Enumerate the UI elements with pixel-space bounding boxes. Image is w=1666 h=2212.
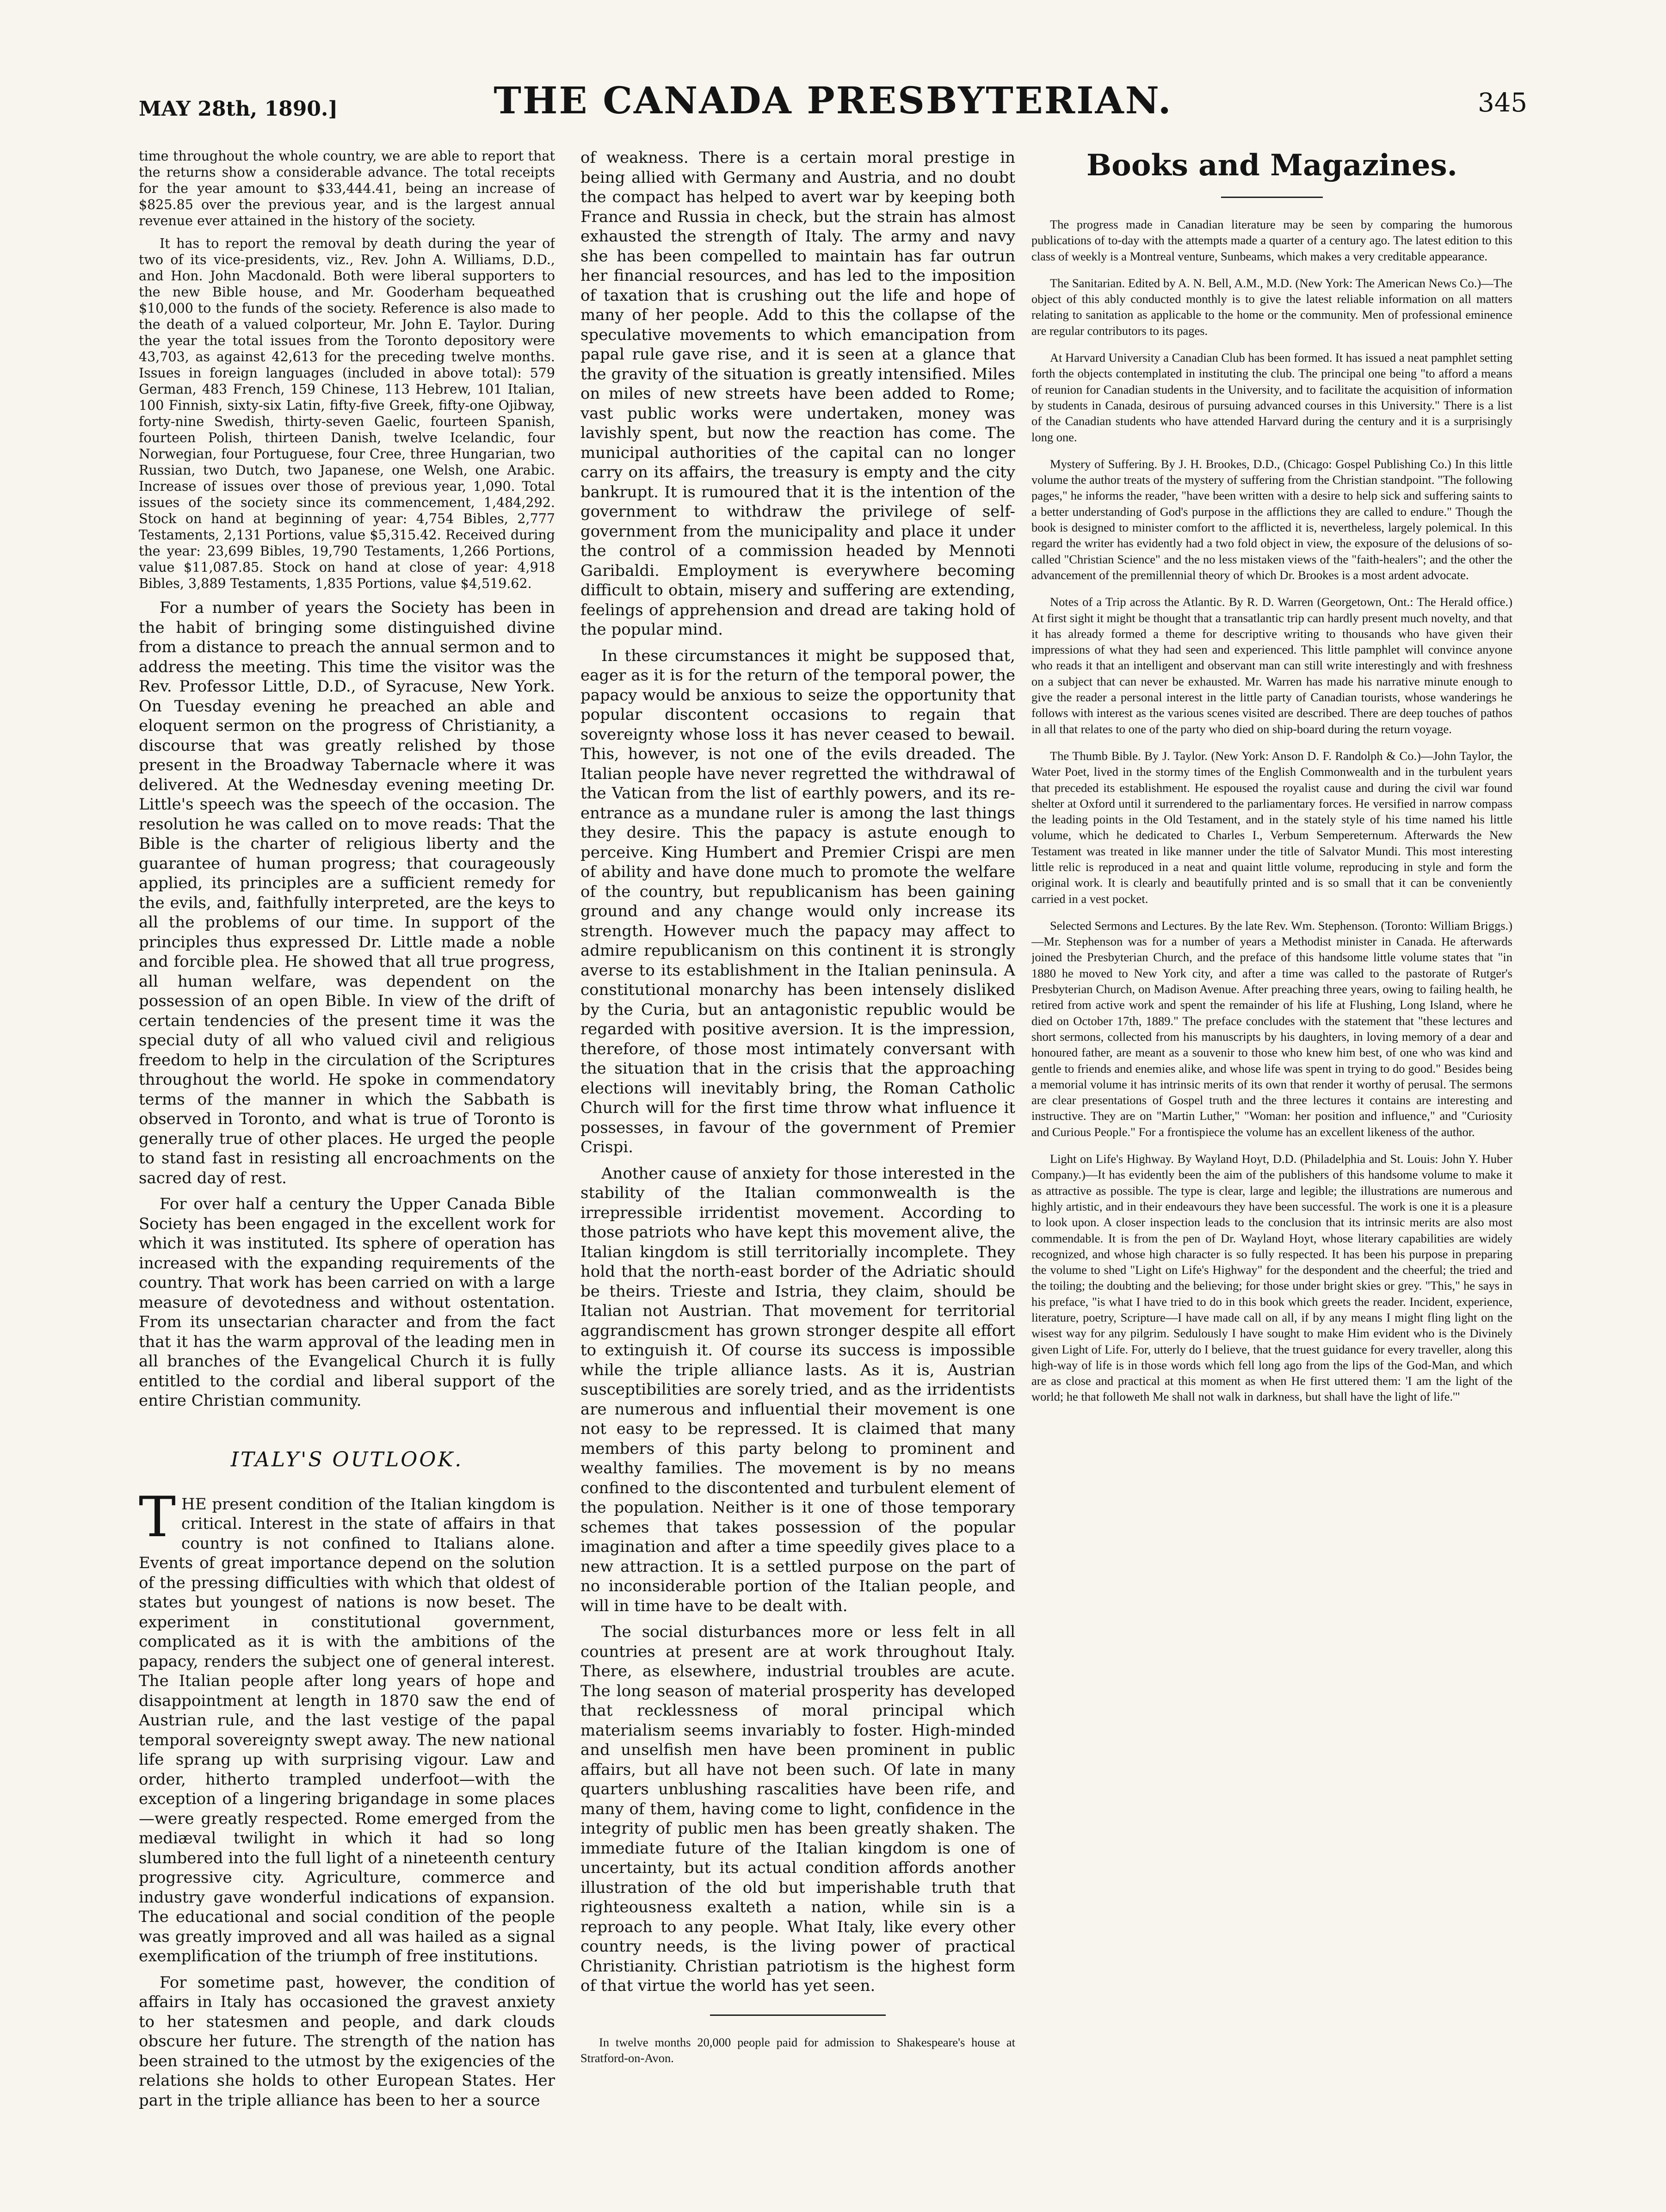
- article-paragraph: For a number of years the Society has been in the habit of bringing some distinguished divine from a distance to preach the annual sermon and to address the meeting. This time the visitor was the Rev. Professor Little, D.D., of Syracuse, New York. On Tuesday evening he preached an able and eloquent sermon on the progress of Christianity, a discourse that was greatly relished by those present in the Broadway Tabernacle where it was delivered. At the Wednesday evening meeting Dr. Little's speech was the speech of the occasion. The resolution he was called on to move reads: That the Bible is the charter of religious liberty and the guarantee of human progress; that courageously applied, its principles are a sufficient remedy for the evils, and, faithfully interpreted, are the keys to all the problems of our time. In support of the principles thus expressed Dr. Little made a noble and forcible plea. He showed that all true progress, all human welfare, was dependent on the possession of an open Bible. In view of the drift of certain tendencies of the present time it was the special duty of all who valued civil and religious freedom to help in the circulation of the Scriptures throughout the world. He spoke in commendatory terms of the manner in which the Sabbath is observed in Toronto, and what is true of Toronto is generally true of other places. He urged the people to stand fast in resisting all encroachments on the sacred day of rest.: [139, 599, 555, 1187]
- article-paragraph: The social disturbances more or less felt in all countries at present are at work throughout Italy. There, as elsewhere, industrial troubles are acute. The long season of material prosperity has developed that recklessness of moral principal which materialism seems invariably to foster. High-minded and unselfish men have been prominent in public affairs, but all have not been such. Of late in many quarters unblushing rascalities have been rife, and many of them, having come to light, confidence in the integrity of public men has been greatly shaken. The immediate future of the Italian kingdom is one of uncertainty, but its actual condition affords another illustration of the old but imperishable truth that righteousness exalteth a nation, while sin is a reproach to any people. What Italy, like every other country needs, is the living power of practical Christianity. Christian patriotism is the highest form of that virtue the world has yet seen.: [580, 1623, 1015, 1995]
- review-paragraph: Light on Life's Highway. By Wayland Hoyt, D.D. (Philadelphia and St. Louis: John Y. Huber Company.)—It has evidently been the aim of the publishers of this handsome volume to make it as attractive as possible. The type is clear, large and legible; the illustrations are numerous and highly artistic, and in their endeavours they have been successful. The work is one it is a pleasure to look upon. A closer inspection leads to the conclusion that its intrinsic merits are also most commendable. It is from the pen of Dr. Wayland Hoyt, whose literary capabilities are widely recognized, and whose high character is so fully respected. It has been his purpose in preparing the volume to shed "Light on Life's Highway" for the despondent and the cheerful; the tried and the toiling; the doubting and the believing; for those under bright skies or grey. "This," he says in his preface, "is what I have tried to do in this book which greets the reader. Incident, experience, literature, poetry, Scripture—I have made call on all, if by any means I might fling light on the wisest way for any pilgrim. Sedulously I have sought to make Him evident who is the Divinely given Light of Life. For, utterly do I believe, that the truest guidance for every traveller, along this high-way of life is in those words which fell long ago from the lips of the God-Man, and which are as close and practical at this moment as when He first uttered them: 'I am the light of the world; he that followeth Me shall not walk in darkness, but shall have the light of life.'": [1031, 1152, 1512, 1404]
- article-paragraph: Another cause of anxiety for those interested in the stability of the Italian commonwealth is the irrepressible irridentist movement. According to those patriots who have kept this movement alive, the Italian kingdom is still territorially incomplete. They hold that the north-east border of the Adriatic should be theirs. Trieste and Istria, they claim, should be Italian not Austrian. That movement for territorial aggrandiscment has grown stronger despite all effort to extinguish it. Of course its success is impossible while the triple alliance lasts. As it is, Austrian susceptibilities are sorely tried, and as the irridentists are numerous and influential their movement is one not easy to be repressed. It is claimed that many members of this party belong to prominent and wealthy families. The movement is by no means confined to the discontented and turbulent element of the population. Neither is it one of those temporary schemes that takes possession of the popular imagination and after a time speedily gives place to a new attraction. It is a settled purpose on the part of no inconsiderable portion of the Italian people, and will in time have to be dealt with.: [580, 1164, 1015, 1615]
- page-number: 345: [1478, 88, 1527, 118]
- article-paragraph: [139, 1485, 555, 1966]
- column-1: [139, 148, 555, 2119]
- review-paragraph: The Thumb Bible. By J. Taylor. (New York: Anson D. F. Randolph & Co.)—John Taylor, the Water Poet, lived in the stormy times of the English Commonwealth and in the turbulent years that preceded its establishment. He espoused the royalist cause and during the civil war found shelter at Oxford until it surrendered to the parliamentary forces. He versified in narrow compass the leading points in the Old Testament, and in the stately style of his time named his little volume, which he dedicated to Charles I., Verbum Sempereternum. Afterwards the New Testament was treated in like manner under the title of Salvator Mundi. This most interesting little relic is reproduced in a neat and quaint little volume, reproducing in style and form the original work. It is clearly and beautifully printed and is so small that it can be conveniently carried in a vest pocket.: [1031, 748, 1512, 906]
- column-3: [1031, 148, 1512, 2119]
- divider-rule: [710, 2014, 886, 2016]
- article-text: HE present condition of the Italian kingdom is critical. Interest in the state of affairs in that country is not confined to Italians alone. Events of great importance depend on the solution of the pressing difficulties with which that oldest of states but youngest of nations is now beset. The experiment in constitutional government, complicated as it is with the ambitions of the papacy, renders the subject one of general interest. The Italian people after long years of hope and disappointment at length in 1870 saw the end of Austrian rule, and the last vestige of the papal temporal sovereignty swept away. The new national life sprang up with surprising vigour. Law and order, hitherto trampled underfoot—with the exception of a lingering brigandage in some places—were greatly respected. Rome emerged from the mediæval twilight in which it had so long slumbered into the full light of a nineteenth century progressive city. Agriculture, commerce and industry gave wonderful indications of expansion. The educational and social condition of the people was greatly improved and all was hailed as a signal exemplification of the triumph of free institutions.: [139, 1495, 555, 1965]
- issue-date: MAY 28th, 1890.]: [139, 97, 338, 121]
- report-paragraph: time throughout the whole country, we are able to report that the returns show a considerable advance. The total receipts for the year amount to $33,444.41, being an increase of $825.85 over the previous year, and is the largest annual revenue ever attained in the history of the society.: [139, 148, 555, 229]
- section-title: ITALY'S OUTLOOK.: [230, 1447, 463, 1471]
- article-paragraph: In these circumstances it might be supposed that, eager as it is for the return of the temporal power, the papacy would be anxious to seize the opportunity that popular discontent occasions to regain that sovereignty whose loss it has never ceased to bewail. This, however, is not one of the evils dreaded. The Italian people have never regretted the withdrawal of the Vatican from the list of earthly powers, and its re-entrance as a mundane ruler is among the last things they desire. This the papacy is astute enough to perceive. King Humbert and Premier Crispi are men of ability and have done much to promote the welfare of the country, but republicanism has been gaining ground and any change would only increase its strength. However much the papacy may affect to admire republicanism on this continent it is strongly averse to its establishment in the Italian peninsula. A constitutional monarchy has been intensely disliked by the Curia, but an antagonistic republic would be regarded with positive aversion. It is the impression, therefore, of those most intimately conversant with the situation that in the crisis that the approaching elections will inevitably bring, the Roman Catholic Church will for the first time throw what influence it possesses, in favour of the government of Premier Crispi.: [580, 646, 1015, 1156]
- masthead-title: THE CANADA PRESBYTERIAN.: [494, 79, 1172, 122]
- review-paragraph: Mystery of Suffering. By J. H. Brookes, D.D., (Chicago: Gospel Publishing Co.) In this little volume the author treats of the mystery of suffering from the Christian standpoint. "The following pages," he informs the reader, "have been written with a desire to help sick and suffering saints to a better understanding of God's purpose in the afflictions they are called to endure." Though the book is designed to minister comfort to the afflicted it is, nevertheless, largely polemical. In this regard the writer has evidently had a two fold object in view, the exposure of the delusions of so-called "Christian Science" and the no less mistaken views of the "faith-healers"; and the other the advancement of the premillennial theory of which Dr. Brookes is a most ardent advocate.: [1031, 457, 1512, 582]
- divider-rule: [1221, 197, 1323, 198]
- review-paragraph: At Harvard University a Canadian Club has been formed. It has issued a neat pamphlet setting forth the objects contemplated in instituting the club. The principal one being "to afford a means of reunion for Canadian students in the University, and to facilitate the acquisition of information by students in Canada, desirous of pursuing advanced courses in this University." There is a list of the Canadian students who have attended Harvard during the century and it is a surprisingly long one.: [1031, 351, 1512, 444]
- article-paragraph: For over half a century the Upper Canada Bible Society has been engaged in the excellent work for which it was instituted. Its sphere of operation has increased with the expanding requirements of the country. That work has been carried on with a large measure of devotedness and without ostentation. From its unsectarian character and from the fact that it has the warm approval of the leading men in all branches of the Evangelical Church it is fully entitled to the cordial and liberal support of the entire Christian community.: [139, 1195, 555, 1410]
- review-paragraph: The Sanitarian. Edited by A. N. Bell, A.M., M.D. (New York: The American News Co.)—The object of this ably conducted monthly is to give the latest reliable information on all matters relating to sanitation as applicable to the home or the community. Men of professional eminence are regular contributors to its pages.: [1031, 276, 1512, 338]
- news-note: In twelve months 20,000 people paid for admission to Shakespeare's house at Stratford-on-Avon.: [580, 2035, 1015, 2065]
- drop-cap: T: [139, 1485, 176, 1550]
- article-paragraph: For sometime past, however, the condition of affairs in Italy has occasioned the gravest anxiety to her statesmen and people, and dark clouds obscure her future. The strength of the nation has been strained to the utmost by the exigencies of the relations she holds to other European States. Her part in the triple alliance has been to her a source: [139, 1973, 555, 2110]
- page-header: [139, 79, 1527, 130]
- review-paragraph: Notes of a Trip across the Atlantic. By R. D. Warren (Georgetown, Ont.: The Herald office.) At first sight it might be thought that a transatlantic trip can hardly present much novelty, and that it has already formed a theme for descriptive writing to thousands who have given their impressions of what they had seen and experienced. This little pamphlet will convince anyone who reads it that an intelligent and observant man can still write interestingly and with freshness on a subject that can never be exhausted. Mr. Warren has made his narrative minute enough to give the reader a personal interest in the little party of Canadian tourists, whose wanderings he follows with interest as the various scenes visited are described. There are deep touches of pathos in all that relates to one of the party who died on ship-board during the return voyage.: [1031, 595, 1512, 736]
- review-paragraph: The progress made in Canadian literature may be seen by comparing the humorous publications of to-day with the attempts made a quarter of a century ago. The latest edition to this class of weekly is a Montreal venture, Sunbeams, which makes a very creditable appearance.: [1031, 217, 1512, 263]
- review-paragraph: Selected Sermons and Lectures. By the late Rev. Wm. Stephenson. (Toronto: William Briggs.)—Mr. Stephenson was for a number of years a Methodist minister in Canada. He afterwards joined the Presbyterian Church, and the preface of this handsome little volume states that "in 1880 he moved to New York city, and after a time was called to the pastorate of Rutger's Presbyterian Church, on Madison Avenue. After preaching three years, owing to failing health, he retired from active work and spent the remainder of his life at Flushing, Long Island, where he died on October 17th, 1889." The preface concludes with the statement that "these lectures and short sermons, collected from his manuscripts by his daughters, in loving memory of a dear and honoured father, are meant as a souvenir to those who knew him best, of one who was kind and gentle to friends and enemies alike, and whose life was spent in trying to do good." Besides being a memorial volume it has intrinsic merits of its own that render it worthy of perusal. The sermons are clear presentations of Gospel truth and the three lectures it contains are interesting and instructive. They are on "Martin Luther," "Woman: her position and influence," and "Curiosity and Curious People." For a frontispiece the volume has an excellent likeness of the author.: [1031, 918, 1512, 1139]
- column-2: [580, 148, 1015, 2119]
- report-paragraph: It has to report the removal by death during the year of two of its vice-presidents, viz., Rev. John A. Williams, D.D., and Hon. John Macdonald. Both were liberal supporters to the new Bible house, and Mr. Gooderham bequeathed $10,000 to the funds of the society. Reference is also made to the death of a valued colporteur, Mr. John E. Taylor. During the year the total issues from the Toronto depository were 43,703, as against 42,613 for the preceding twelve months. Issues in foreign languages (included in above total): 579 German, 483 French, 159 Chinese, 113 Hebrew, 101 Italian, 100 Finnish, sixty-six Latin, fifty-five Greek, fifty-one Ojibway, forty-nine Swedish, thirty-seven Gaelic, fourteen Spanish, fourteen Polish, thirteen Danish, twelve Icelandic, four Norwegian, four Portuguese, four Cree, three Hungarian, two Russian, two Dutch, two Japanese, one Welsh, one Arabic. Increase of issues over those of previous year, 1,090. Total issues of the society since its commencement, 1,484,292. Stock on hand at beginning of year: 4,754 Bibles, 2,777 Testaments, 2,131 Portions, value $5,315.42. Received during the year: 23,699 Bibles, 19,790 Testaments, 1,266 Portions, value $11,087.85. Stock on hand at close of year: 4,918 Bibles, 3,889 Testaments, 1,835 Portions, value $4,519.62.: [139, 236, 555, 591]
- section-heading: Books and Magazines.: [1086, 148, 1457, 183]
- article-paragraph: of weakness. There is a certain moral prestige in being allied with Germany and Austria, and no doubt the compact has helped to avert war by keeping both France and Russia in check, but the strain has almost exhausted the strength of Italy. The army and navy she has been compelled to maintain has far outrun her financial resources, and has led to the imposition of taxation that is crushing out the life and hope of many of her people. Add to this the collapse of the speculative movements to which emancipation from papal rule gave rise, and it is seen at a glance that the gravity of the situation is greatly intensified. Miles on miles of new streets have been added to Rome; vast public works were undertaken, money was lavishly spent, but now the reaction has come. The municipal authorities of the capital can no longer carry on its affairs, the treasury is empty and the city bankrupt. It is rumoured that it is the intention of the government to withdraw the privilege of self-government from the municipality and place it under the control of a commission headed by Mennoti Garibaldi. Employment is everywhere becoming difficult to obtain, misery and suffering are extending, feelings of apprehension and dread are taking hold of the popular mind.: [580, 148, 1015, 639]
